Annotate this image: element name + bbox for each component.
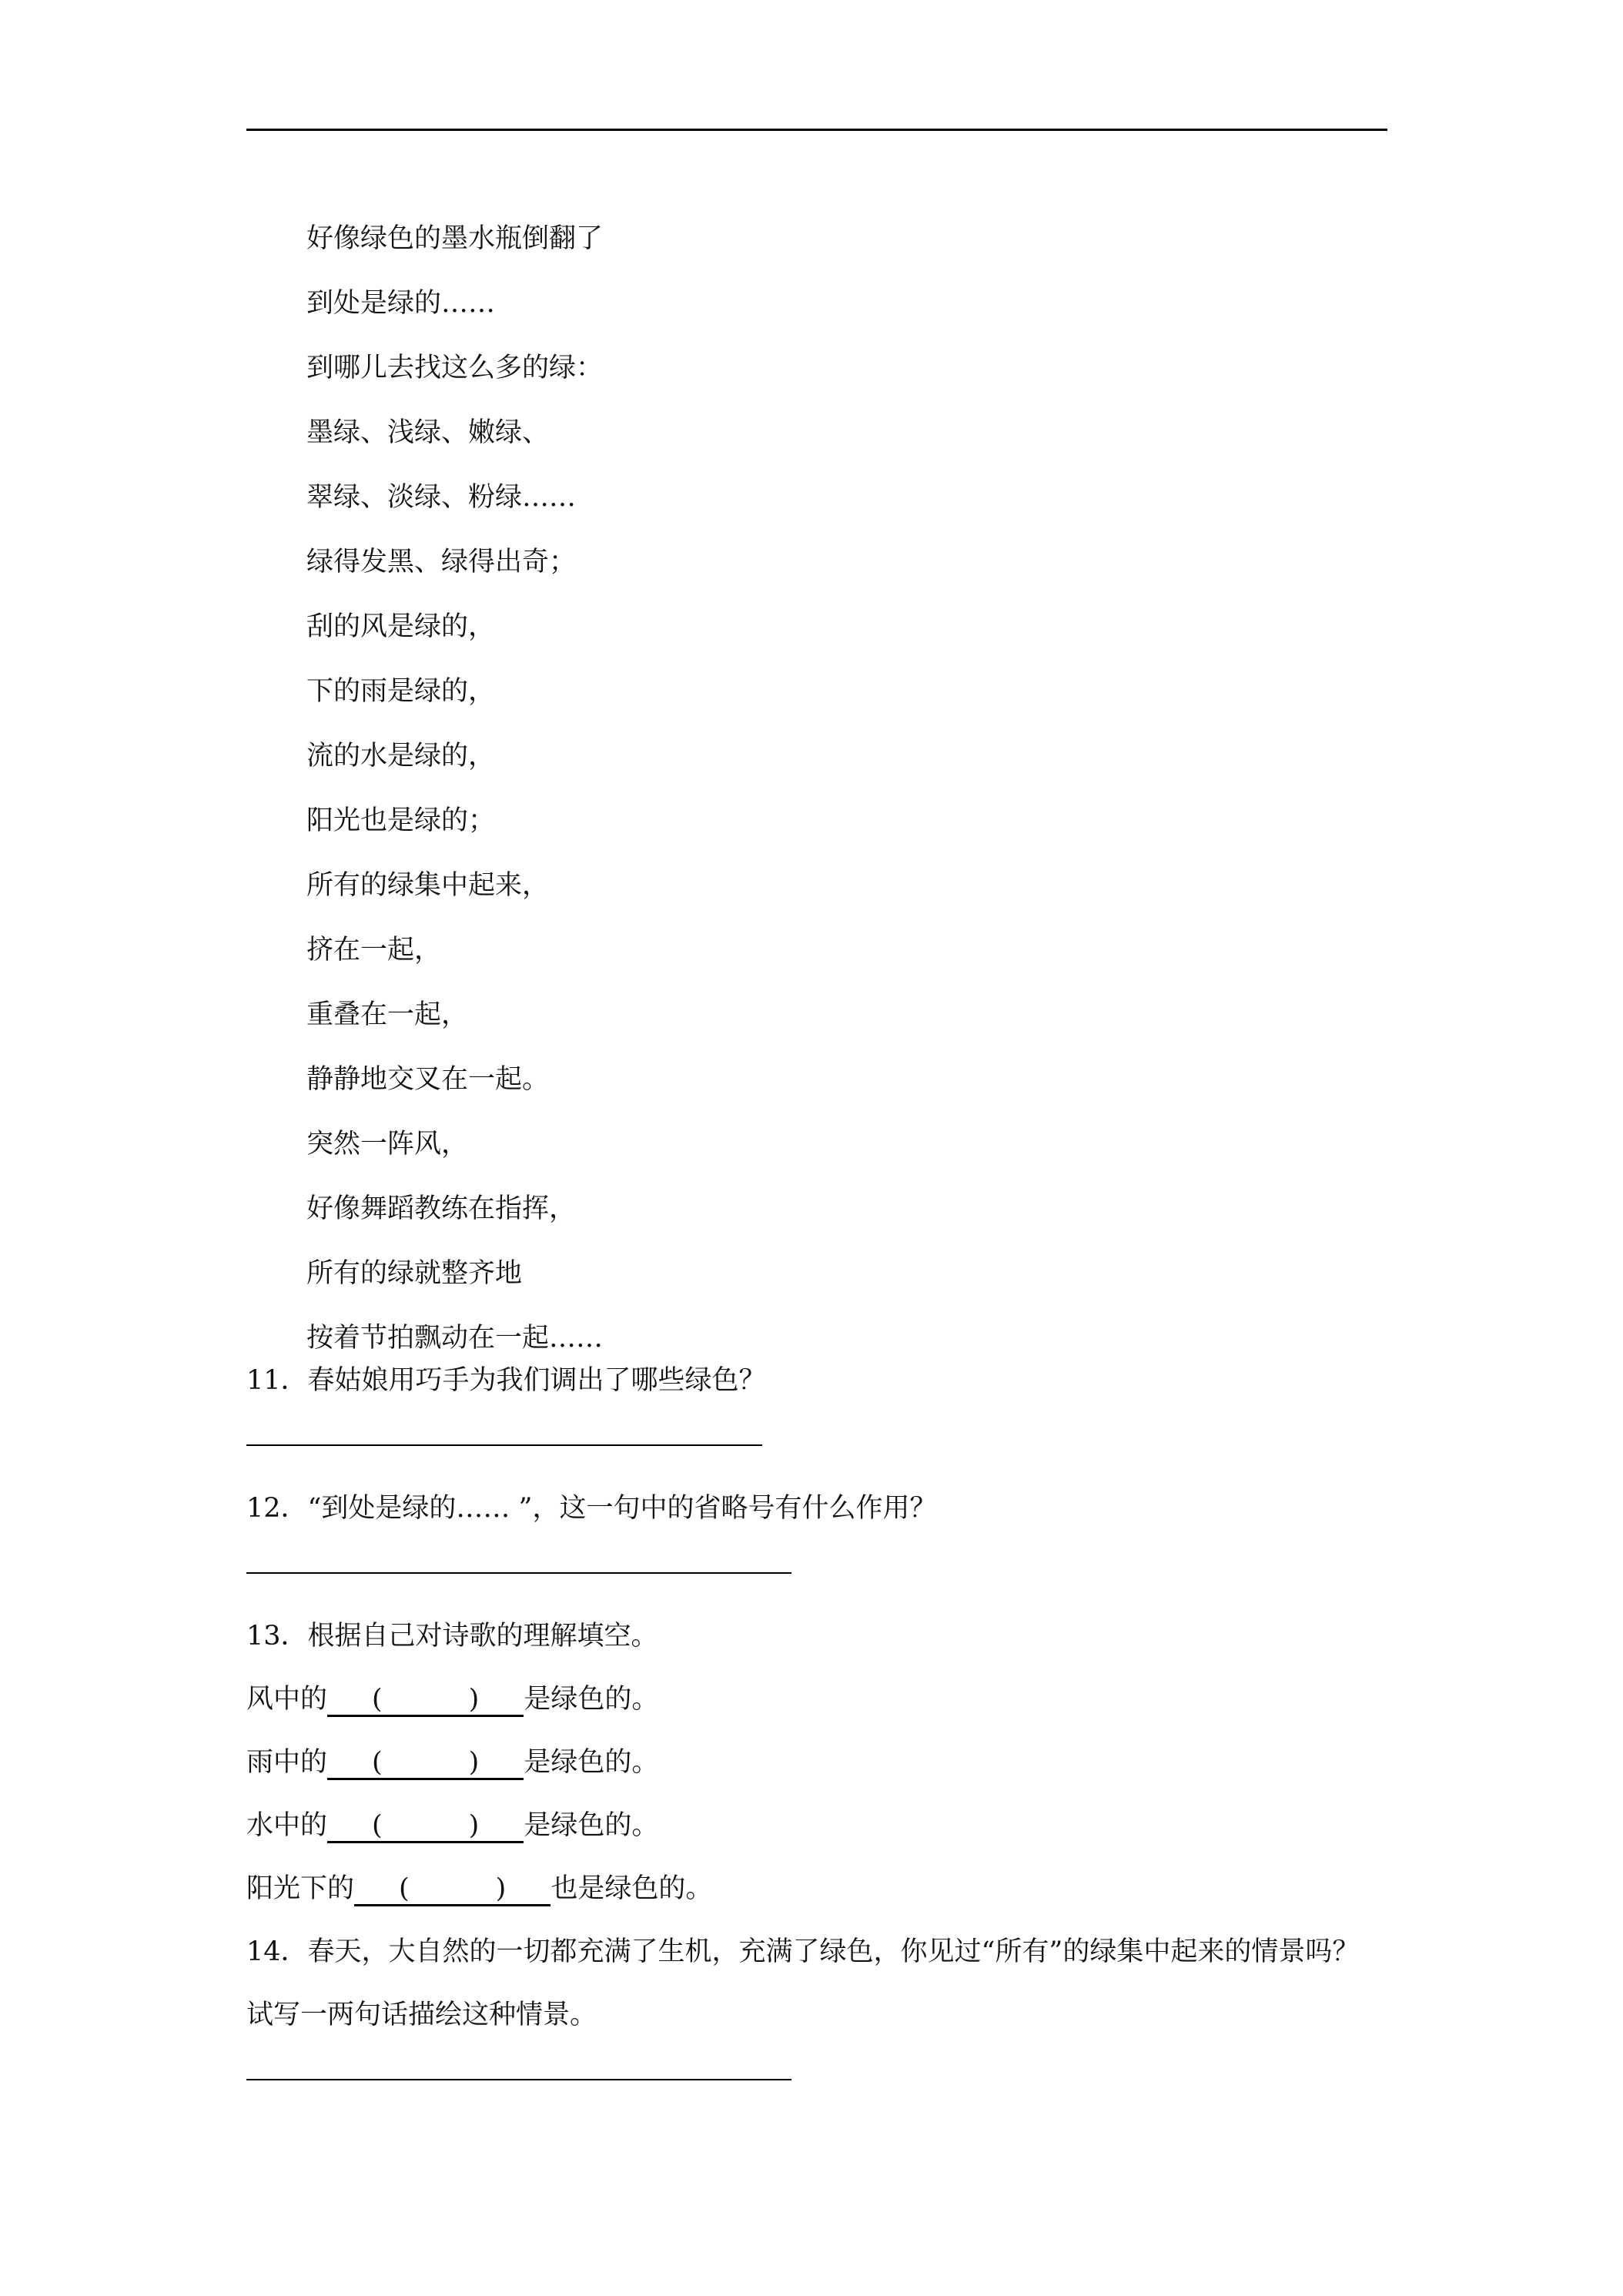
fill-blank-sunlight[interactable]: [354, 1875, 550, 1906]
poem-line: 所有的绿集中起来，: [306, 870, 550, 901]
answer-line-12[interactable]: [246, 1540, 1401, 1605]
answer-line-11[interactable]: [246, 1412, 1401, 1477]
fill-blank-wind[interactable]: [327, 1685, 524, 1717]
poem-line: 好像绿色的墨水瓶倒翻了: [306, 223, 604, 254]
poem-line: 流的水是绿的，: [306, 741, 496, 771]
poem-line: 按着节拍飘动在一起……: [306, 1323, 604, 1354]
blank-close-paren: ): [468, 1747, 480, 1778]
blank-close-paren: ): [468, 1684, 480, 1715]
blank-close-paren: ): [495, 1873, 507, 1904]
fill-item-sunlight: [246, 1857, 1401, 1920]
question-12: 12．“到处是绿的…… ”，这一句中的省略号有什么作用？: [246, 1493, 937, 1524]
question-14: 14．春天，大自然的一切都充满了生机，充满了绿色，你见过“所有”的绿集中起来的情景吗？: [246, 1936, 1360, 1967]
poem-line: 翠绿、淡绿、粉绿……: [306, 482, 577, 513]
question-14-continued: 试写一两句话描绘这种情景。: [246, 2000, 597, 2030]
blank-close-paren: ): [468, 1810, 480, 1841]
poem-line: 刮的风是绿的，: [306, 611, 496, 642]
poem-excerpt: [306, 206, 1307, 1371]
fill-item-wind: [246, 1668, 1401, 1731]
poem-line: 下的雨是绿的，: [306, 676, 496, 707]
question-11: 11．春姑娘用巧手为我们调出了哪些绿色？: [246, 1365, 766, 1396]
blank-open-paren: (: [372, 1810, 383, 1841]
blank-open-paren: (: [372, 1684, 383, 1715]
poem-line: 阳光也是绿的；: [306, 805, 496, 836]
poem-line: 挤在一起，: [306, 935, 442, 966]
poem-line: 重叠在一起，: [306, 999, 469, 1030]
questions-section: [246, 1349, 1401, 2111]
answer-line-14[interactable]: [246, 2047, 1401, 2111]
fill-suffix: 也是绿色的。: [550, 1873, 713, 1904]
poem-line: 静静地交叉在一起。: [306, 1064, 550, 1095]
fill-suffix: 是绿色的。: [524, 1747, 659, 1778]
fill-prefix: 雨中的: [246, 1747, 328, 1778]
fill-suffix: 是绿色的。: [524, 1684, 659, 1715]
answer-rule: [246, 2079, 791, 2080]
question-13: 13．根据自己对诗歌的理解填空。: [246, 1621, 658, 1652]
header-rule: [246, 129, 1387, 131]
fill-blank-water[interactable]: [327, 1812, 524, 1843]
poem-line: 到哪儿去找这么多的绿：: [306, 353, 604, 383]
fill-prefix: 阳光下的: [246, 1873, 355, 1904]
poem-line: 好像舞蹈教练在指挥，: [306, 1193, 577, 1224]
poem-line: 绿得发黑、绿得出奇；: [306, 547, 577, 577]
poem-line: 所有的绿就整齐地: [306, 1258, 523, 1289]
fill-suffix: 是绿色的。: [524, 1810, 659, 1841]
answer-rule: [246, 1444, 762, 1446]
fill-prefix: 水中的: [246, 1810, 328, 1841]
poem-line: 突然一阵风，: [306, 1129, 469, 1160]
fill-blank-rain[interactable]: [327, 1749, 524, 1780]
fill-item-rain: [246, 1731, 1401, 1794]
blank-open-paren: (: [372, 1747, 383, 1778]
fill-prefix: 风中的: [246, 1684, 328, 1715]
answer-rule: [246, 1572, 791, 1574]
poem-line: 到处是绿的……: [306, 288, 496, 319]
fill-item-water: [246, 1794, 1401, 1857]
blank-open-paren: (: [399, 1873, 410, 1904]
poem-line: 墨绿、浅绿、嫩绿、: [306, 417, 550, 448]
